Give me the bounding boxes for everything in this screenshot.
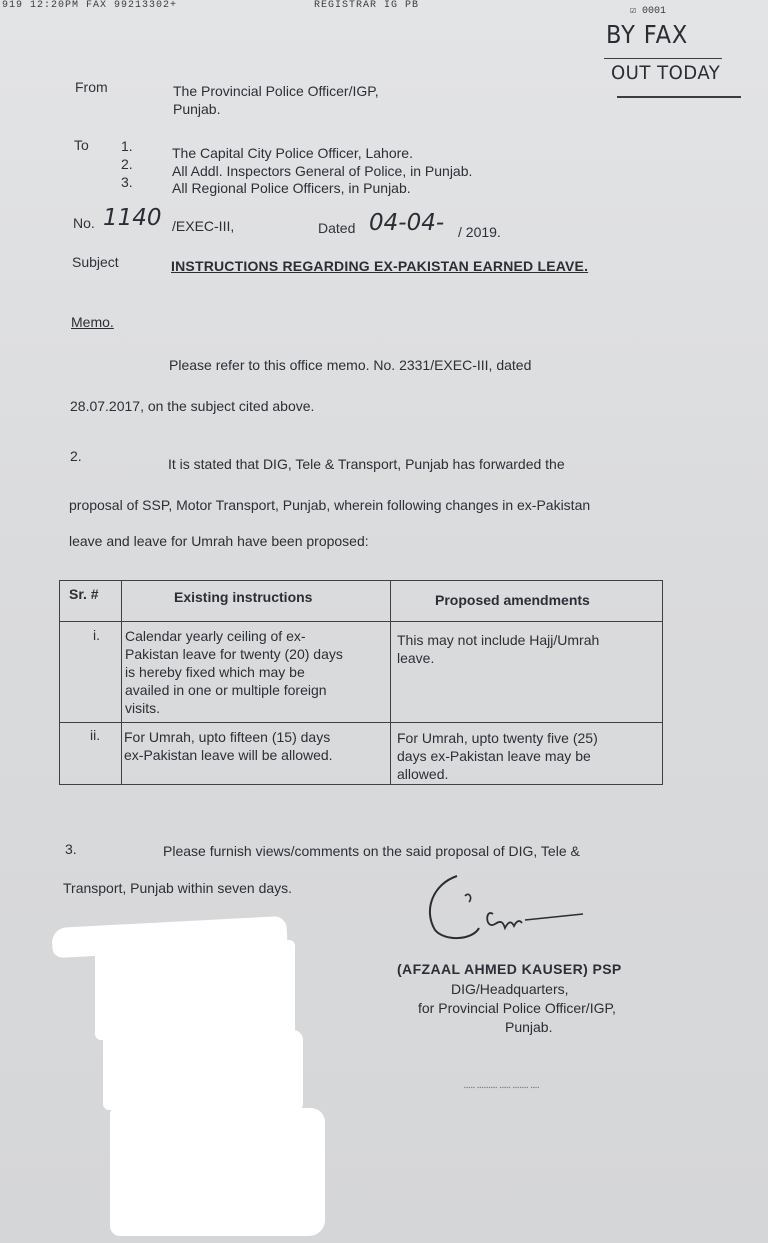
- signatory-for-line: for Provincial Police Officer/IGP,: [418, 1000, 616, 1016]
- redaction-mark: [110, 1108, 325, 1236]
- para1-line2: 28.07.2017, on the subject cited above.: [70, 398, 315, 414]
- fax-page-number: [630, 5, 666, 17]
- table-divider: [390, 581, 391, 784]
- cell-line: availed in one or multiple foreign: [125, 682, 327, 698]
- table-header-sr: Sr. #: [69, 586, 99, 602]
- cell-line: Pakistan leave for twenty (20) days: [125, 646, 343, 662]
- from-label: From: [75, 79, 108, 95]
- table-cell-existing: [124, 728, 386, 764]
- handwritten-note-by-fax: BY FAX: [606, 20, 689, 49]
- from-line2: Punjab.: [173, 101, 221, 117]
- amendments-table: [59, 580, 663, 785]
- cell-line: days ex-Pakistan leave may be: [397, 748, 591, 764]
- recipient-1: The Capital City Police Officer, Lahore.: [172, 145, 413, 161]
- cell-line: This may not include Hajj/Umrah: [397, 632, 600, 648]
- redaction-mark: [95, 940, 295, 1040]
- dated-label: Dated: [318, 220, 356, 236]
- redaction-mark: [103, 1030, 303, 1110]
- para3-line1: Please furnish views/comments on the said proposal of DIG, Tele &: [163, 843, 580, 859]
- dated-year: / 2019.: [458, 224, 501, 240]
- to-label: To: [74, 137, 89, 153]
- handwritten-signature: [415, 870, 595, 950]
- table-header-existing: Existing instructions: [174, 589, 313, 605]
- cell-line: Calendar yearly ceiling of ex-: [125, 628, 306, 644]
- memo-label: Memo.: [71, 314, 114, 330]
- cell-line: is hereby fixed which may be: [125, 664, 305, 680]
- fax-page-number-value: 0001: [642, 6, 667, 17]
- note-underline-2: [617, 96, 741, 98]
- checkbox-icon: ☑: [630, 6, 637, 17]
- table-divider: [121, 581, 122, 784]
- faint-footer-stamp: ▪▪▪▪▪ ▪▪▪▪▪▪▪▪▪ ▪▪▪▪▪ ▪▪▪▪▪▪▪ ▪▪▪▪: [464, 1085, 540, 1091]
- recipient-number: 3.: [121, 174, 133, 190]
- table-cell-proposed: [397, 631, 662, 667]
- cell-line: For Umrah, upto twenty five (25): [397, 730, 598, 746]
- cell-line: ex-Pakistan leave will be allowed.: [124, 747, 333, 763]
- subject-label: Subject: [72, 254, 119, 270]
- signatory-province: Punjab.: [505, 1019, 553, 1035]
- table-row-sr: ii.: [90, 727, 101, 743]
- number-label: No.: [73, 215, 95, 231]
- cell-line: leave.: [397, 650, 435, 666]
- signatory-designation: DIG/Headquarters,: [451, 981, 569, 997]
- recipient-number: 1.: [121, 138, 133, 154]
- cell-line: For Umrah, upto fifteen (15) days: [124, 729, 331, 745]
- signatory-name: (AFZAAL AHMED KAUSER) PSP: [397, 961, 622, 977]
- para1-line1: Please refer to this office memo. No. 2331/EXEC-III, dated: [169, 357, 532, 373]
- para2-line3: leave and leave for Umrah have been proposed:: [69, 533, 369, 549]
- handwritten-date: 04-04-: [369, 210, 445, 236]
- recipient-2: All Addl. Inspectors General of Police, in Punjab.: [172, 163, 473, 179]
- cell-line: allowed.: [397, 766, 449, 782]
- table-header-proposed: Proposed amendments: [435, 592, 590, 608]
- handwritten-note-out-today: OUT TODAY: [611, 62, 721, 84]
- para3-line2: Transport, Punjab within seven days.: [63, 880, 293, 896]
- recipient-3: All Regional Police Officers, in Punjab.: [172, 180, 411, 196]
- para3-number: 3.: [65, 841, 77, 857]
- recipient-number: 2.: [121, 156, 133, 172]
- from-line1: The Provincial Police Officer/IGP,: [173, 83, 379, 99]
- para2-line1: It is stated that DIG, Tele & Transport, Punjab has forwarded the: [168, 456, 565, 472]
- table-cell-proposed: [397, 729, 658, 783]
- fax-header-left: 919 12:20PM FAX 99213302+: [2, 0, 178, 11]
- table-row-sr: i.: [93, 627, 100, 643]
- table-divider: [60, 722, 662, 723]
- table-cell-existing: [125, 627, 385, 717]
- handwritten-letter-number: 1140: [103, 205, 162, 231]
- table-divider: [60, 621, 662, 622]
- para2-line2: proposal of SSP, Motor Transport, Punjab, wherein following changes in ex-Pakistan: [69, 497, 591, 513]
- number-suffix: /EXEC-III,: [172, 218, 235, 234]
- note-underline: [604, 58, 722, 59]
- para2-number: 2.: [70, 448, 82, 464]
- subject-text: INSTRUCTIONS REGARDING EX-PAKISTAN EARNED LEAVE.: [171, 258, 589, 274]
- cell-line: visits.: [125, 700, 160, 716]
- fax-header-right: REGISTRAR IG PB: [314, 0, 420, 11]
